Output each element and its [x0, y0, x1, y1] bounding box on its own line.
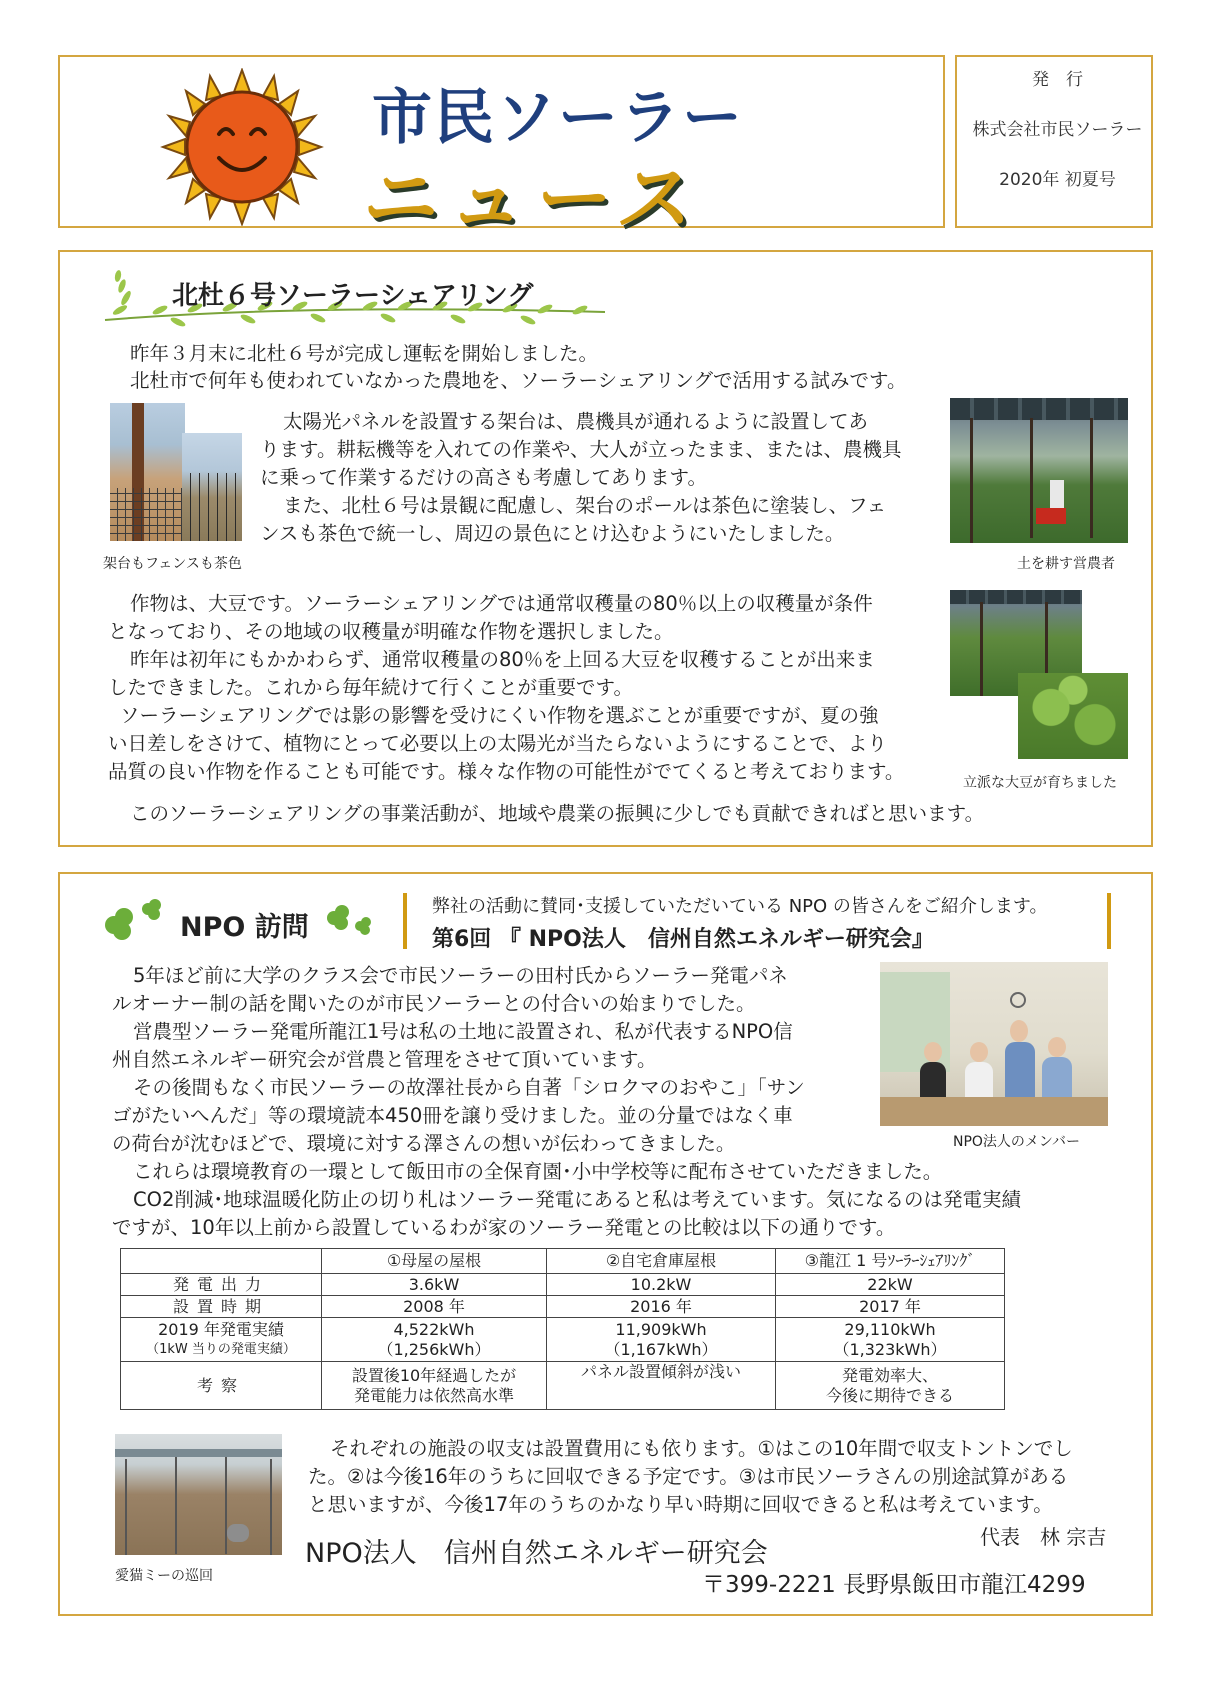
npo-members-photo: [880, 962, 1108, 1126]
section1-block2-2: となっており、その地域の収穫量が明確な作物を選択しました。: [108, 620, 674, 643]
section2-wide-1: これらは環境教育の一環として飯田市の全保育園･小中学校等に配布させていただきました。: [133, 1160, 943, 1183]
table-cell: 2008 年: [322, 1296, 547, 1318]
table-row: [121, 1296, 1005, 1318]
npo-title-bar-left: [403, 893, 407, 949]
row-label-main: 2019 年発電実績: [158, 1319, 284, 1339]
section2-top-7: の荷台が沈むほどで、環境に対する澤さんの想いが伝わってきました。: [112, 1132, 736, 1155]
cell-main: 4,522kWh: [393, 1319, 475, 1339]
cell-sub: （1,256kWh）: [377, 1339, 491, 1359]
section1-block1-2: ります。耕耘機等を入れての作業や、大人が立ったまま、または、農機具: [260, 438, 902, 461]
farmer-caption: 土を耕す営農者: [1017, 556, 1115, 572]
section1-block1-5: ンスも茶色で統一し、周辺の景色にとけ込むようにいたしました。: [260, 522, 845, 545]
section2-heading: NPO 訪問: [180, 912, 309, 943]
section1-block2-5: ソーラーシェアリングでは影の影響を受けにくい作物を選ぶことが重要ですが、夏の強: [120, 704, 879, 727]
clover-left-icon: [100, 895, 170, 945]
members-caption: NPO法人のメンバー: [953, 1134, 1080, 1150]
table-cell: 2017 年: [776, 1296, 1005, 1318]
issuer-label: 発 行: [1032, 70, 1083, 90]
cat-caption: 愛猫ミーの巡回: [115, 1568, 213, 1584]
representative-signature: 代表 林 宗吉: [980, 1525, 1107, 1549]
fence-caption: 架台もフェンスも茶色: [103, 556, 242, 572]
cell-main: 設置後10年経過したが: [351, 1365, 517, 1385]
comparison-table: [120, 1248, 1005, 1410]
row-label: [121, 1318, 322, 1362]
cat-patrol-photo: [115, 1434, 282, 1555]
section2-top-4: 州自然エネルギー研究会が営農と管理をさせて頂いています。: [112, 1048, 657, 1071]
table-header-cell: [121, 1249, 322, 1274]
clover-right-icon: [322, 900, 374, 940]
table-header-cell: ③龍江 1 号ｿｰﾗｰｼｪｱﾘﾝｸﾞ: [776, 1249, 1005, 1274]
section1-closing: このソーラーシェアリングの事業活動が、地域や農業の振興に少しでも貢献できればと思います。: [130, 802, 985, 825]
table-cell: 22kW: [776, 1274, 1005, 1296]
cell-sub: （1,167kWh）: [604, 1339, 718, 1359]
newsletter-title-line1: 市民ソーラー: [372, 83, 744, 153]
section2-bottom-2: た。②は今後16年のうちに回収できる予定です。③は市民ソーラさんの別途試算がある: [308, 1465, 1069, 1488]
npo-series-title: 第6回 『 NPO法人 信州自然エネルギー研究会』: [432, 927, 934, 952]
npo-address: 〒399-2221 長野県飯田市龍江4299: [702, 1572, 1086, 1598]
cell-main: 発電効率大、: [841, 1365, 938, 1385]
section1-block2-7: 品質の良い作物を作ることも可能です。様々な作物の可能性がでてくると考えております。: [108, 760, 905, 783]
issuer-info: [960, 55, 1155, 205]
section1-block2-1: 作物は、大豆です。ソーラーシェアリングでは通常収穫量の80％以上の収穫量が条件: [130, 592, 873, 615]
issuer-company: 株式会社市民ソーラー: [972, 120, 1143, 140]
sun-logo-icon: [155, 68, 330, 226]
issue-label: 2020年 初夏号: [999, 170, 1116, 190]
section1-block2-6: い日差しをさけて、植物にとって必要以上の太陽光が当たらないようにすることで、より: [108, 732, 887, 755]
table-row: [121, 1274, 1005, 1296]
table-cell: [547, 1362, 776, 1410]
section1-intro-2: 北杜市で何年も使われていなかった農地を、ソーラーシェアリングで活用する試みです。: [130, 369, 907, 392]
table-cell: [776, 1318, 1005, 1362]
section2-top-2: ルオーナー制の話を聞いたのが市民ソーラーとの付合いの始まりでした。: [112, 992, 756, 1015]
section2-wide-2: CO2削減･地球温暖化防止の切り札はソーラー発電にあると私は考えています。気になるのは発電実績: [133, 1188, 1022, 1211]
section2-top-1: 5年ほど前に大学のクラス会で市民ソーラーの田村氏からソーラー発電パネ: [133, 964, 788, 987]
fence-gate-photo: [182, 433, 242, 541]
section2-bottom-1: それぞれの施設の収支は設置費用にも依ります。①はこの10年間で収支トントンでし: [330, 1437, 1073, 1460]
section2-wide-3: ですが、10年以上前から設置しているわが家のソーラー発電との比較は以下の通りです。: [112, 1216, 896, 1239]
row-label: 考察: [121, 1362, 322, 1410]
table-cell: 2016 年: [547, 1296, 776, 1318]
section2-top-3: 営農型ソーラー発電所龍江1号は私の土地に設置され、私が代表するNPO信: [133, 1020, 793, 1043]
soy-caption: 立派な大豆が育ちました: [963, 775, 1117, 791]
cell-sub: 今後に期待できる: [825, 1385, 954, 1405]
table-cell: [776, 1362, 1005, 1410]
table-cell: 10.2kW: [547, 1274, 776, 1296]
row-label: 発電出力: [121, 1274, 322, 1296]
npo-intro-text: 弊社の活動に賛同･支援していただいている NPO の皆さんをご紹介します。: [432, 896, 1048, 917]
table-header-cell: ①母屋の屋根: [322, 1249, 547, 1274]
section2-bottom-3: と思いますが、今後17年のうちのかなり早い時期に回収できると私は考えています。: [308, 1493, 1053, 1516]
cell-main: 29,110kWh: [844, 1319, 936, 1339]
section1-intro-1: 昨年３月末に北杜６号が完成し運転を開始しました。: [130, 342, 599, 365]
table-row: [121, 1318, 1005, 1362]
section1-block2-4: したできました。これから毎年続けて行くことが重要です。: [108, 676, 633, 699]
table-cell: 3.6kW: [322, 1274, 547, 1296]
section1-block2-3: 昨年は初年にもかかわらず、通常収穫量の80％を上回る大豆を収穫することが出来ま: [130, 648, 875, 671]
row-label: 設置時期: [121, 1296, 322, 1318]
table-cell: [322, 1362, 547, 1410]
table-header-row: [121, 1249, 1005, 1274]
fence-photo: [110, 403, 185, 541]
section2-top-5: その後間もなく市民ソーラーの故澤社長から自著「シロクマのおやこ」「サン: [133, 1076, 805, 1099]
table-cell: [322, 1318, 547, 1362]
cell-sub: 発電能力は依然高水準: [353, 1385, 514, 1405]
section1-block1-3: に乗って作業するだけの高さも考慮してあります。: [260, 466, 707, 489]
row-label-sub: （1kW 当りの発電実績）: [146, 1341, 296, 1357]
cell-sub: （1,323kWh）: [833, 1339, 947, 1359]
npo-title-bar-right: [1107, 893, 1111, 949]
section1-heading: 北杜６号ソーラーシェアリング: [172, 281, 534, 311]
table-cell: [547, 1318, 776, 1362]
soy-closeup-photo: [1018, 673, 1128, 759]
cell-main: パネル設置傾斜が浅い: [580, 1362, 741, 1381]
section2-top-6: ゴがたいへんだ」等の環境読本450冊を譲り受けました。並の分量ではなく車: [112, 1104, 793, 1127]
npo-organization-name: NPO法人 信州自然エネルギー研究会: [305, 1538, 768, 1569]
farmer-photo: [950, 398, 1128, 543]
table-row: [121, 1362, 1005, 1410]
cell-main: 11,909kWh: [615, 1319, 707, 1339]
table-header-cell: ②自宅倉庫屋根: [547, 1249, 776, 1274]
newsletter-title-line2: ニュース: [357, 154, 711, 243]
section1-block1-1: 太陽光パネルを設置する架台は、農機具が通れるように設置してあ: [283, 410, 869, 433]
section1-block1-4: また、北杜６号は景観に配慮し、架台のポールは茶色に塗装し、フェ: [283, 494, 887, 517]
